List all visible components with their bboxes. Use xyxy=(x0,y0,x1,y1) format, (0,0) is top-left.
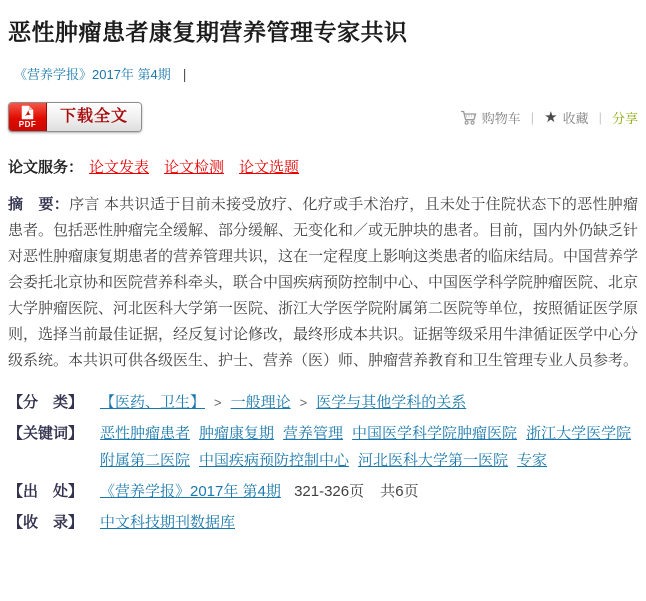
keyword-link[interactable]: 中国疾病预防控制中心 xyxy=(199,452,350,469)
separator: > xyxy=(299,395,308,410)
keyword-link[interactable]: 营养管理 xyxy=(283,425,344,442)
share-link[interactable]: 分享 xyxy=(611,110,638,126)
database-content xyxy=(100,509,638,536)
download-button-label: 下载全文 xyxy=(47,103,141,131)
database-label: 【收 录】 xyxy=(8,514,84,531)
service-link[interactable]: 论文发表 xyxy=(89,159,150,176)
pdf-icon xyxy=(9,103,47,131)
separator: | xyxy=(530,109,535,125)
cart-link[interactable] xyxy=(460,108,521,127)
services-links xyxy=(89,156,314,177)
page-title: 恶性肿瘤患者康复期营养管理专家共识 xyxy=(8,19,408,45)
cart-icon xyxy=(460,110,477,125)
database-link[interactable]: 中文科技期刊数据库 xyxy=(100,514,236,531)
journal-line xyxy=(8,64,638,83)
pdf-document-icon xyxy=(20,105,35,120)
keywords-label: 【关键词】 xyxy=(8,425,84,442)
abstract-label: 摘 要： xyxy=(8,196,70,213)
favorite-link[interactable] xyxy=(544,108,588,127)
cart-label: 购物车 xyxy=(481,110,521,126)
separator: > xyxy=(214,395,222,410)
keyword-link[interactable]: 肿瘤康复期 xyxy=(199,425,275,442)
source-content xyxy=(100,478,638,505)
separator: | xyxy=(598,109,602,125)
source-pages: 321-326页 xyxy=(294,483,365,500)
services-row xyxy=(8,156,638,177)
source-label: 【出 处】 xyxy=(8,483,84,500)
keyword-link[interactable]: 恶性肿瘤患者 xyxy=(100,425,191,442)
database-row xyxy=(8,509,638,536)
keyword-links xyxy=(100,420,638,474)
separator: | xyxy=(182,65,187,82)
source-total-pages: 共6页 xyxy=(380,483,419,500)
keywords-row xyxy=(8,420,638,474)
classification-link[interactable]: 一般理论 xyxy=(230,394,291,411)
keyword-link[interactable]: 浙江大学医学院附属第二医院 xyxy=(100,425,632,469)
journal-issue-link[interactable]: 《营养学报》2017年 第4期 xyxy=(14,67,171,82)
keyword-link[interactable]: 专家 xyxy=(517,452,548,469)
star-icon: ★ xyxy=(544,108,558,126)
action-row xyxy=(8,102,638,132)
quick-links xyxy=(460,108,638,127)
download-fulltext-button[interactable] xyxy=(8,102,142,132)
classification-label: 【分 类】 xyxy=(8,394,84,411)
classification-links xyxy=(100,389,638,416)
classification-link[interactable]: 【医药、卫生】 xyxy=(100,394,206,411)
abstract-section xyxy=(8,192,638,374)
services-label: 论文服务： xyxy=(8,159,84,176)
favorite-label: 收藏 xyxy=(562,110,589,126)
keyword-link[interactable]: 河北医科大学第一医院 xyxy=(358,452,509,469)
classification-link[interactable]: 医学与其他学科的关系 xyxy=(316,394,467,411)
classification-row xyxy=(8,389,638,416)
pdf-icon-label: PDF xyxy=(18,120,37,129)
abstract-text: 序言 本共识适于目前未接受放疗、化疗或手术治疗，且未处于住院状态下的恶性肿瘤患者。包括恶性肿瘤完全缓解、部分缓解、无变化和／或无肿块的患者。目前，国内外仍缺乏针对恶性肿瘤康复期患者的营养管理共识，这在一定程度上影响这类患者的临床结局。中国营养学会委托北京协和医院营养科牵头，联合中国疾病预防控制中心、中国医学科学院肿瘤医院、北京大学肿瘤医院、河北医科大学第一医院、浙江大学医学院附属第二医院等单位，按照循证医学原则，选择当前最佳证据，经反复讨论修改，最终形成本共识。证据等级采用牛津循证医学中心分级系统。本共识可供各级医生、护士、营养（医）师、肿瘤营养教育和卫生管理专业人员参考。 xyxy=(8,196,639,369)
keyword-link[interactable]: 中国医学科学院肿瘤医院 xyxy=(352,425,518,442)
meta-section xyxy=(8,389,638,536)
source-row xyxy=(8,478,638,505)
source-journal-link[interactable]: 《营养学报》2017年 第4期 xyxy=(100,483,281,500)
service-link[interactable]: 论文选题 xyxy=(239,159,300,176)
service-link[interactable]: 论文检测 xyxy=(164,159,225,176)
